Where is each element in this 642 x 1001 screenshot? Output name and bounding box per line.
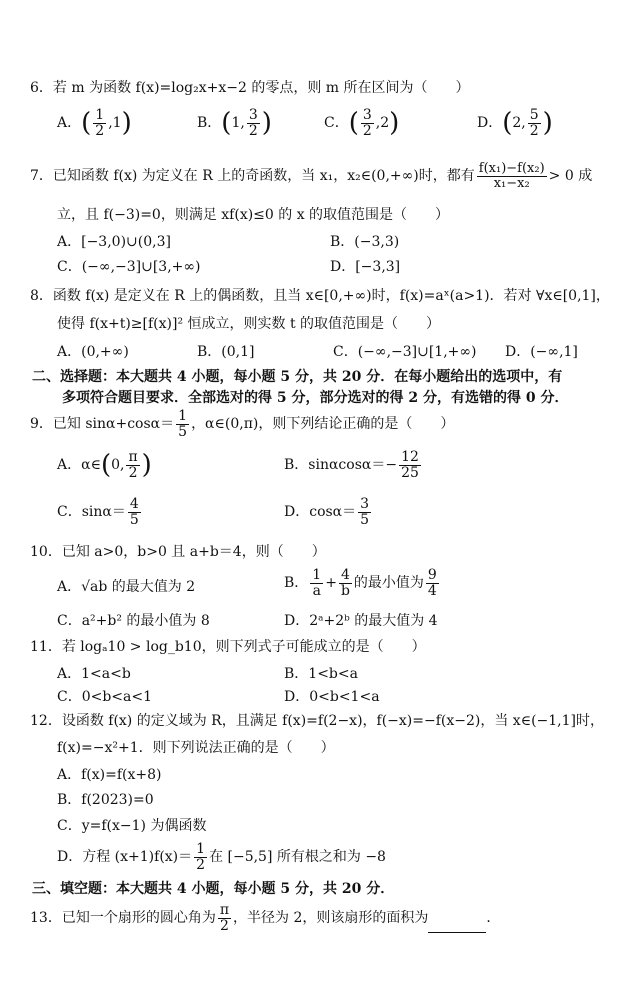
fraction: $\frac{9}{4}$	[427, 567, 437, 599]
q7-option-c[interactable]: C．(−∞,−3]∪[3,+∞)	[57, 259, 201, 275]
fraction: $\frac{1}{a}$	[312, 567, 322, 599]
q8-option-a[interactable]: A．(0,+∞)	[57, 344, 129, 360]
section-2-heading: 二、选择题：本大题共 4 小题，每小题 5 分，共 20 分．在每小题给出的选项中，有	[32, 369, 563, 385]
q8-option-c[interactable]: C．(−∞,−3]∪[1,+∞)	[333, 344, 477, 360]
q10-option-c[interactable]: C．a²+b² 的最小值为 8	[57, 613, 210, 629]
question-13: 13．已知一个扇形的圆心角为 $\frac{\pi}{2}$ ，半径为 2，则该扇形的面积为 ．	[30, 902, 501, 934]
question-12-line-2: f(x)=−x²+1．则下列说法正确的是（ ）	[57, 740, 335, 756]
q6-option-c[interactable]: C．( $\frac{3}{2}$ ,2)	[324, 107, 400, 139]
section-2-heading-line-2: 多项符合题目要求．全部选对的得 5 分，部分选对的得 2 分，有选错的得 0 分．	[62, 390, 569, 406]
q8-option-b[interactable]: B．(0,1]	[197, 344, 255, 360]
q11-option-b[interactable]: B．1<b<a	[284, 666, 358, 682]
q6-option-b[interactable]: B．(1, $\frac{3}{2}$ )	[197, 107, 272, 139]
q12-option-d[interactable]: D．方程 (x+1)f(x)＝ $\frac{1}{2}$ 在 [−5,5] 所有根之和为 −8	[57, 841, 386, 873]
fraction: $\frac{4}{b}$	[340, 567, 350, 599]
question-8-line-2: 使得 f(x+t)≥[f(x)]² 恒成立，则实数 t 的取值范围是（ ）	[57, 316, 441, 332]
fraction: $\frac{4}{5}$	[129, 496, 139, 528]
q9-option-c[interactable]: C．sinα＝ $\frac{4}{5}$	[57, 496, 139, 528]
q10-option-a[interactable]: A．√ab 的最大值为 2	[57, 579, 196, 595]
q6-option-d[interactable]: D．(2, $\frac{5}{2}$ )	[477, 107, 553, 139]
q12-option-b[interactable]: B．f(2023)=0	[57, 792, 154, 808]
question-7-line-2: 立，且 f(−3)=0，则满足 xf(x)≤0 的 x 的取值范围是（ ）	[57, 207, 450, 223]
fraction: $\frac{1}{2}$	[95, 107, 105, 139]
question-9: 9．已知 sinα+cosα＝ $\frac{1}{5}$ ，α∈(0,π)，则下列结论正确的是（ ）	[30, 408, 455, 440]
question-12: 12．设函数 f(x) 的定义域为 R，且满足 f(x)=f(2−x)，f(−x)=−f(x−2)，当 x∈(−1,1]时，	[30, 713, 604, 729]
q7-option-a[interactable]: A．[−3,0)∪(0,3]	[57, 234, 171, 250]
q9-option-d[interactable]: D．cosα＝ $\frac{3}{5}$	[284, 496, 370, 528]
q11-option-d[interactable]: D．0<b<1<a	[284, 689, 380, 705]
question-7: 7．已知函数 f(x) 为定义在 R 上的奇函数，当 x₁，x₂∈(0,+∞)时，都有 $\frac{\text{f(x₁)−f(x₂)}}{\text{x₁−x₂}}$ > 0 成	[30, 161, 593, 191]
fraction: $\frac{12}{25}$	[401, 449, 419, 481]
q12-option-a[interactable]: A．f(x)=f(x+8)	[57, 767, 162, 783]
q7-option-b[interactable]: B．(−3,3)	[330, 234, 400, 250]
fraction: $\frac{3}{2}$	[362, 107, 372, 139]
question-8: 8．函数 f(x) 是定义在 R 上的偶函数，且当 x∈[0,+∞)时，f(x)=aˣ(a>1)．若对 ∀x∈[0,1]，	[30, 288, 610, 304]
fraction: $\frac{5}{2}$	[529, 107, 539, 139]
question-11: 11．若 logₐ10 > log_b10，则下列式子可能成立的是（ ）	[30, 639, 426, 655]
q12-option-c[interactable]: C．y=f(x−1) 为偶函数	[57, 818, 207, 834]
q8-option-d[interactable]: D．(−∞,1]	[505, 344, 578, 360]
q10-option-d[interactable]: D．2ᵃ+2ᵇ 的最大值为 4	[284, 613, 438, 629]
q11-option-a[interactable]: A．1<a<b	[57, 666, 131, 682]
fraction: $\frac{1}{5}$	[178, 408, 188, 440]
fraction: $\frac{\pi}{2}$	[128, 449, 138, 481]
question-10: 10．已知 a>0，b>0 且 a+b＝4，则（ ）	[30, 544, 326, 560]
q7-option-d[interactable]: D．[−3,3]	[330, 259, 401, 275]
fraction: $\frac{\text{f(x₁)−f(x₂)}}{\text{x₁−x₂}}$	[478, 161, 545, 191]
fraction: $\frac{1}{2}$	[196, 841, 206, 873]
answer-blank[interactable]	[428, 918, 486, 933]
q9-option-b[interactable]: B．sinαcosα＝− $\frac{12}{25}$	[284, 449, 419, 481]
q11-option-c[interactable]: C．0<b<a<1	[57, 689, 153, 705]
q6-option-a[interactable]: A．( $\frac{1}{2}$ ,1)	[57, 107, 132, 139]
fraction: $\frac{\pi}{2}$	[219, 902, 230, 934]
question-6: 6．若 m 为函数 f(x)=log₂x+x−2 的零点，则 m 所在区间为（ ）	[30, 80, 470, 96]
section-3-heading: 三、填空题：本大题共 4 小题，每小题 5 分，共 20 分．	[32, 881, 395, 897]
fraction: $\frac{3}{2}$	[248, 107, 258, 139]
fraction: $\frac{3}{5}$	[360, 496, 370, 528]
q9-option-a[interactable]: A．α∈(0, $\frac{\pi}{2}$ )	[57, 449, 152, 481]
q10-option-b[interactable]: B． $\frac{1}{a}$ + $\frac{4}{b}$ 的最小值为 $\frac{9}{4}$	[284, 567, 437, 599]
